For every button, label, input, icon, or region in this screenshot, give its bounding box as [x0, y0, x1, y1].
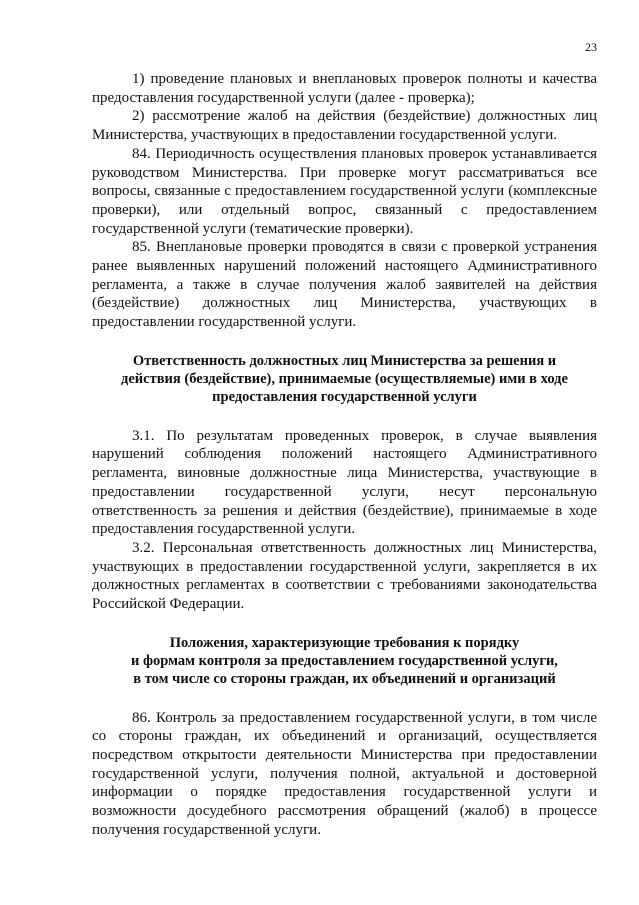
paragraph-item-2: 2) рассмотрение жалоб на действия (бездействие) должностных лиц Министерства, участвующих в предоставлении государственной услуги.: [92, 108, 597, 144]
heading-line: и формам контроля за предоставлением государственной услуги,: [131, 653, 558, 670]
paragraph-item-3-2: 3.2. Персональная ответственность должностных лиц Министерства, участвующих в предоставлении государственной услуги, закрепляется в их должностных регламентах в соответствии с требованиями законодательства Российской Федерации.: [92, 539, 597, 613]
section-heading-control: [92, 634, 597, 689]
paragraph-item-1: 1) проведение плановых и внеплановых проверок полноты и качества предоставления государственной услуги (далее - проверка);: [92, 71, 597, 106]
paragraph-item-86: 86. Контроль за предоставлением государственной услуги, в том числе со стороны граждан, их объединений и организаций, осуществляется посредством открытости деятельности Министерства при предоставлении государственной услуги, получения полной, актуальной и достоверной информации о порядке предоставления государственной услуги и возможности досудебного рассмотрения обращений (жалоб) в процессе получения государственной услуги.: [92, 709, 597, 838]
section-heading-responsibility: [92, 352, 597, 407]
paragraph-item-84: 84. Периодичность осуществления плановых проверок устанавливается руководством Министерства. При проверке могут рассматриваться все вопросы, связанные с предоставлением государственной услуги (комплексные проверки), или отдельный вопрос, связанный с предоставлением государственной услуги (тематические проверки).: [92, 145, 597, 237]
heading-line: действия (бездействие), принимаемые (осуществляемые) ими в ходе: [121, 371, 568, 388]
heading-line: Ответственность должностных лиц Министерства за решения и: [132, 352, 557, 369]
heading-line: в том числе со стороны граждан, их объединений и организаций: [133, 671, 556, 688]
page-number: 23: [585, 40, 597, 54]
heading-line: Положения, характеризующие требования к порядку: [169, 634, 520, 651]
heading-line: предоставления государственной услуги: [212, 389, 477, 406]
paragraph-item-85: 85. Внеплановые проверки проводятся в связи с проверкой устранения ранее выявленных нарушений положений настоящего Административного регламента, а также в случае получения жалоб заявителей на действия (бездействие) должностных лиц Министерства, участвующих в предоставлении государственной услуги.: [92, 239, 597, 331]
document-body: [92, 70, 597, 840]
paragraph-item-3-1: 3.1. По результатам проведенных проверок, в случае выявления нарушений соблюдения положений настоящего Административного регламента, виновные должностные лица Министерства, участвующие в предоставлении государственной услуги, несут персональную ответственность за решения и действия (бездействие), принимаемые в ходе предоставления государственной услуги.: [92, 427, 597, 538]
